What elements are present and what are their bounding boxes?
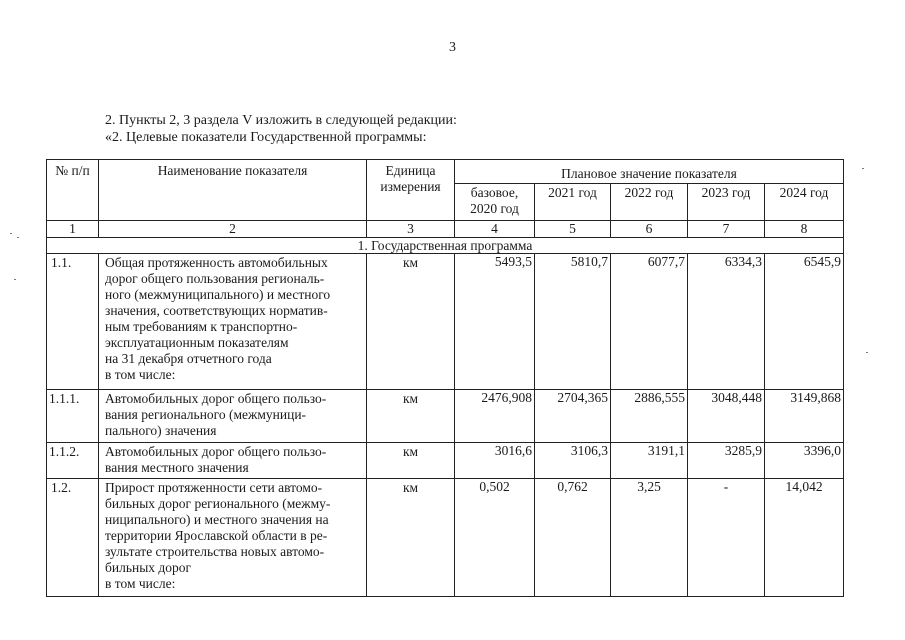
- row-name-line: вания местного значения: [105, 460, 249, 475]
- row-name-line: Общая протяженность автомобильных: [105, 255, 328, 270]
- row-value-2022: 3,25: [611, 479, 688, 597]
- col-number: 6: [611, 221, 688, 238]
- row-unit: км: [367, 443, 455, 479]
- col-number: 2: [99, 221, 367, 238]
- table-row: [47, 443, 844, 479]
- section-title: 1. Государственная программа: [47, 238, 844, 254]
- row-name-line: значения, соответствующих норматив-: [105, 303, 328, 318]
- row-value-2023: -: [688, 479, 765, 597]
- col-number: 5: [535, 221, 611, 238]
- header-year-base: базовое, 2020 год: [455, 184, 535, 221]
- row-value-base: 3016,6: [455, 443, 535, 479]
- row-value-2021: 2704,365: [535, 390, 611, 443]
- row-value-2022: 3191,1: [611, 443, 688, 479]
- row-value-2024: 3396,0: [765, 443, 844, 479]
- header-plan: Плановое значение показателя: [455, 160, 844, 184]
- header-unit: Единица измерения: [367, 160, 455, 221]
- row-name-line: территории Ярославской области в ре-: [105, 528, 328, 543]
- col-number: 1: [47, 221, 99, 238]
- scan-speck: [17, 237, 19, 238]
- row-name-line: зультате строительства новых автомо-: [105, 544, 325, 559]
- column-number-row: [47, 221, 844, 238]
- row-value-2022: 6077,7: [611, 254, 688, 390]
- row-name: [99, 479, 367, 597]
- row-num: 1.1.2.: [47, 443, 99, 479]
- row-value-2021: 5810,7: [535, 254, 611, 390]
- scan-speck: [14, 279, 16, 280]
- row-name: [99, 390, 367, 443]
- scan-speck: [862, 168, 864, 169]
- col-number: 3: [367, 221, 455, 238]
- page-number: 3: [449, 40, 456, 55]
- row-name-line: вания регионального (межмуници-: [105, 407, 307, 422]
- row-num: 1.1.: [47, 254, 99, 390]
- row-value-2021: 0,762: [535, 479, 611, 597]
- col-number: 8: [765, 221, 844, 238]
- row-value-base: 0,502: [455, 479, 535, 597]
- row-unit: км: [367, 390, 455, 443]
- row-value-2024: 3149,868: [765, 390, 844, 443]
- row-name-line: эксплуатационным показателям: [105, 335, 289, 350]
- scan-speck: [10, 233, 12, 234]
- header-year-2023: 2023 год: [688, 184, 765, 221]
- row-num: 1.2.: [47, 479, 99, 597]
- row-unit: км: [367, 254, 455, 390]
- row-name: [99, 254, 367, 390]
- row-name-line: дорог общего пользования региональ-: [105, 271, 325, 286]
- row-name-line: бильных дорог регионального (межму-: [105, 496, 331, 511]
- row-unit: км: [367, 479, 455, 597]
- row-value-2024: 6545,9: [765, 254, 844, 390]
- table-row: [47, 254, 844, 390]
- row-name: [99, 443, 367, 479]
- row-value-2023: 3048,448: [688, 390, 765, 443]
- row-name-line: Прирост протяженности сети автомо-: [105, 480, 323, 495]
- col-number: 4: [455, 221, 535, 238]
- row-value-2024: 14,042: [765, 479, 844, 597]
- row-name-line: в том числе:: [105, 576, 176, 591]
- table-row: [47, 390, 844, 443]
- row-name-line: на 31 декабря отчетного года: [105, 351, 272, 366]
- row-value-base: 2476,908: [455, 390, 535, 443]
- header-year-2021: 2021 год: [535, 184, 611, 221]
- intro-line-2: «2. Целевые показатели Государственной программы:: [105, 130, 427, 145]
- indicators-table: [46, 159, 844, 597]
- row-value-2023: 6334,3: [688, 254, 765, 390]
- header-num: № п/п: [47, 160, 99, 221]
- intro-line-1: 2. Пункты 2, 3 раздела V изложить в следующей редакции:: [105, 113, 457, 128]
- row-name-line: ного (межмуниципального) и местного: [105, 287, 331, 302]
- row-value-2022: 2886,555: [611, 390, 688, 443]
- row-name-line: Автомобильных дорог общего пользо-: [105, 444, 327, 459]
- col-number: 7: [688, 221, 765, 238]
- row-name-line: в том числе:: [105, 367, 176, 382]
- row-name-line: пального) значения: [105, 423, 217, 438]
- table-row: [47, 479, 844, 597]
- row-value-2021: 3106,3: [535, 443, 611, 479]
- scan-speck: [866, 352, 868, 353]
- row-name-line: бильных дорог: [105, 560, 192, 575]
- header-name: Наименование показателя: [99, 160, 367, 221]
- row-value-2023: 3285,9: [688, 443, 765, 479]
- header-year-2024: 2024 год: [765, 184, 844, 221]
- row-name-line: Автомобильных дорог общего пользо-: [105, 391, 327, 406]
- row-name-line: ным требованиям к транспортно-: [105, 319, 298, 334]
- row-value-base: 5493,5: [455, 254, 535, 390]
- row-name-line: ниципального) и местного значения на: [105, 512, 329, 527]
- intro-text: [105, 112, 457, 146]
- row-num: 1.1.1.: [47, 390, 99, 443]
- header-year-2022: 2022 год: [611, 184, 688, 221]
